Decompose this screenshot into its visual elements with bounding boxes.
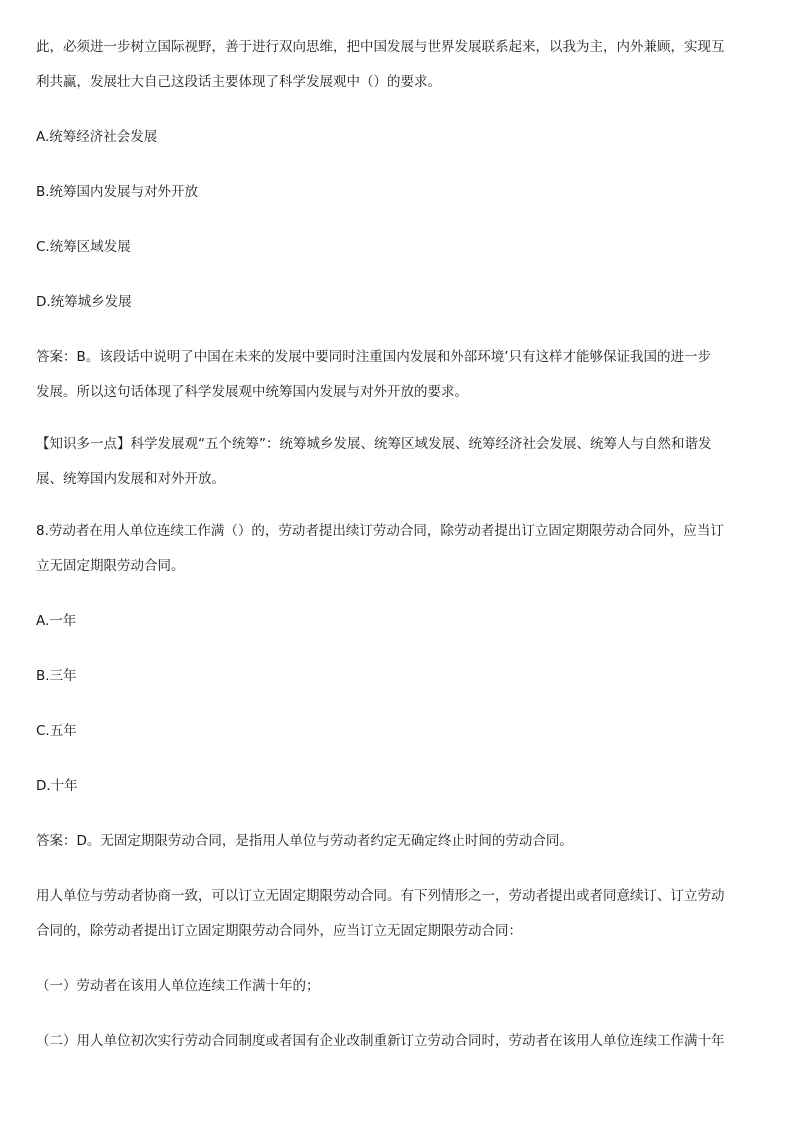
q7-knowledge-line-2: 展、统筹国内发展和对外开放。	[36, 471, 225, 487]
q7-knowledge-line-1: 【知识多一点】科学发展观“五个统筹”：统筹城乡发展、统筹区域发展、统筹经济社会发展、统筹人与自然和谐发	[36, 436, 712, 452]
q7-option-a: A.统筹经济社会发展	[36, 129, 158, 145]
q7-stem-line-1: 此，必须进一步树立国际视野，善于进行双向思维，把中国发展与世界发展联系起来，以我为主，内外兼顾，实现互	[36, 39, 725, 55]
q7-answer-line-1: 答案：B。该段话中说明了中国在未来的发展中要同时注重国内发展和外部环境’只有这样才能够保证我国的进一步	[36, 349, 712, 365]
q8-list-item-2: （二）用人单位初次实行劳动合同制度或者国有企业改制重新订立劳动合同时，劳动者在该用人单位连续工作满十年	[36, 1033, 725, 1049]
q7-option-c: C.统筹区域发展	[36, 239, 131, 255]
document-page	[36, 30, 758, 1059]
q8-option-d: D.十年	[36, 778, 78, 794]
q8-answer: 答案：D。无固定期限劳动合同，是指用人单位与劳动者约定无确定终止时间的劳动合同。	[36, 833, 573, 849]
q8-option-b: B.三年	[36, 668, 77, 684]
q7-option-b: B.统筹国内发展与对外开放	[36, 184, 199, 200]
q8-option-a: A.一年	[36, 613, 77, 629]
q7-stem-line-2: 利共赢，发展壮大自己这段话主要体现了科学发展观中（）的要求。	[36, 74, 441, 90]
q7-answer-line-2: 发展。所以这句话体现了科学发展观中统筹国内发展与对外开放的要求。	[36, 384, 468, 400]
q8-stem-line-1: 8.劳动者在用人单位连续工作满（）的，劳动者提出续订劳动合同，除劳动者提出订立固定期限劳动合同外，应当订	[36, 523, 724, 539]
q8-explain-line-2: 合同的，除劳动者提出订立固定期限劳动合同外，应当订立无固定期限劳动合同：	[36, 923, 522, 939]
q8-explain-line-1: 用人单位与劳动者协商一致，可以订立无固定期限劳动合同。有下列情形之一，劳动者提出或者同意续订、订立劳动	[36, 888, 725, 904]
q8-list-item-1: （一）劳动者在该用人单位连续工作满十年的；	[36, 978, 320, 994]
q8-option-c: C.五年	[36, 723, 77, 739]
q7-option-d: D.统筹城乡发展	[36, 294, 132, 310]
q8-stem-line-2: 立无固定期限劳动合同。	[36, 558, 185, 574]
